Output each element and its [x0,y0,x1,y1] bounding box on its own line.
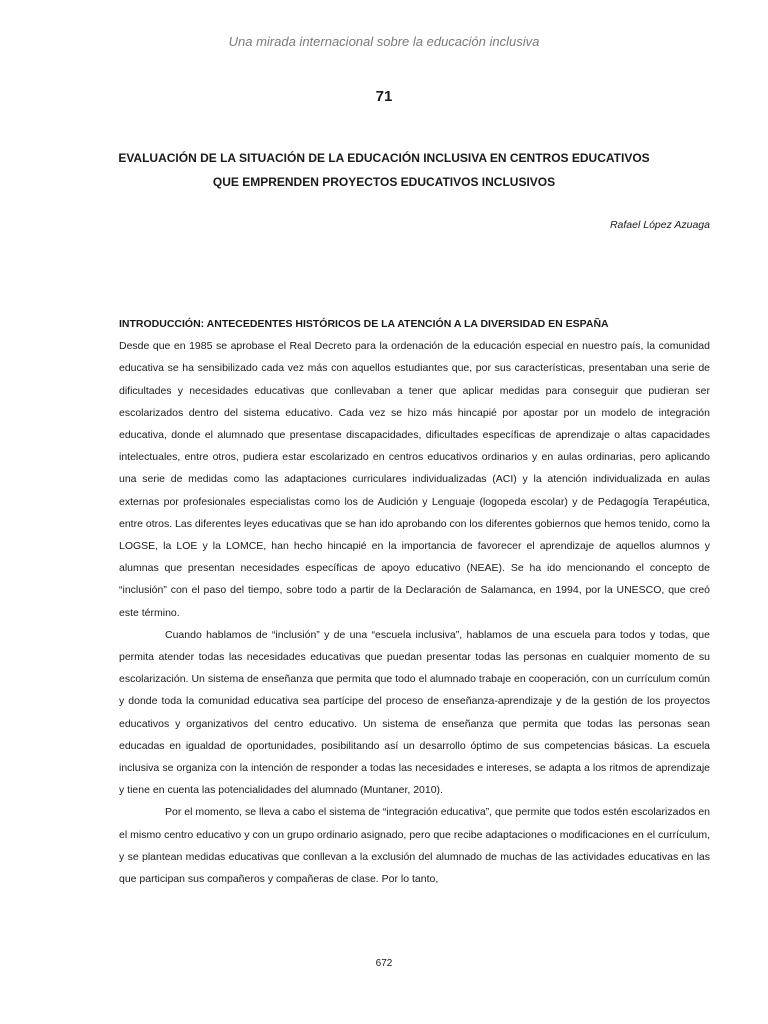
chapter-title: EVALUACIÓN DE LA SITUACIÓN DE LA EDUCACIÓN INCLUSIVA EN CENTROS EDUCATIVOS QUE EMPRENDEN PROYECTOS EDUCATIVOS INCLUSIVOS [118,151,650,189]
body-text [119,313,710,890]
paragraph-3: Por el momento, se lleva a cabo el sistema de “integración educativa”, que permite que todos estén escolarizados en el mismo centro educativo y con un grupo ordinario asignado, pero que recibe adaptaciones o modificaciones en el currículum, y se plantean medidas educativas que conllevan a la exclusión del alumnado de muchas de las actividades educativas en las que participan sus compañeros y compañeras de clase. Por lo tanto, [119,806,710,886]
paragraph-2: Cuando hablamos de “inclusión” y de una “escuela inclusiva”, hablamos de una escuela para todos y todas, que permita atender todas las necesidades educativas que puedan presentar todas las personas en cualquier momento de su escolarización. Un sistema de enseñanza que permita que todo el alumnado trabaje en cooperación, con un currículum común y donde toda la comunidad educativa sea partícipe del proceso de enseñanza-aprendizaje y de la gestión de los proyectos educativos y organizativos del centro educativo. Un sistema de enseñanza que permita que todas las personas sean educadas en igualdad de oportunidades, posibilitando así un desarrollo óptimo de sus competencias básicas. La escuela inclusiva se organiza con la intención de responder a todas las necesidades e intereses, se adapta a los ritmos de aprendizaje y tiene en cuenta las potencialidades del alumnado (Muntaner, 2010). [119,628,710,797]
author-name: Rafael López Azuaga [609,219,710,231]
section-heading: INTRODUCCIÓN: ANTECEDENTES HISTÓRICOS DE LA ATENCIÓN A LA DIVERSIDAD EN ESPAÑA [119,318,609,330]
running-header: Una mirada internacional sobre la educación inclusiva [228,34,540,49]
page-number: 672 [375,958,393,969]
paragraph-1: Desde que en 1985 se aprobase el Real Decreto para la ordenación de la educación especial en nuestro país, la comunidad educativa se ha sensibilizado cada vez más con aquellos estudiantes que, por sus características, presentaban una serie de dificultades y necesidades educativas que conllevaban a tener que aplicar medidas para conseguir que pudieran ser escolarizados dentro del sistema educativo. Cada vez se hizo más hincapié por apostar por un modelo de integración educativa, donde el alumnado que presentase discapacidades, dificultades específicas de aprendizaje o altas capacidades intelectuales, entre otros, pudiera estar escolarizado en centros educativos ordinarios y en aulas ordinarias, pero aplicando una serie de medidas como las adaptaciones curriculares individualizadas (ACI) y la atención individualizada en aulas externas por profesionales especialistas como los de Audición y Lenguaje (logopeda escolar) y de Pedagogía Terapéutica, entre otros. Las diferentes leyes educativas que se han ido aprobando con los diferentes gobiernos que hemos tenido, como la LOGSE, la LOE y la LOMCE, han hecho hincapié en la importancia de favorecer el aprendizaje de aquellos alumnos y alumnas que presentan necesidades específicas de apoyo educativo (NEAE). Se ha ido mencionando el concepto de “inclusión” con el paso del tiempo, sobre todo a partir de la Declaración de Salamanca, en 1994, por la UNESCO, que creó este término. [119,340,710,619]
chapter-number: 71 [375,88,393,105]
